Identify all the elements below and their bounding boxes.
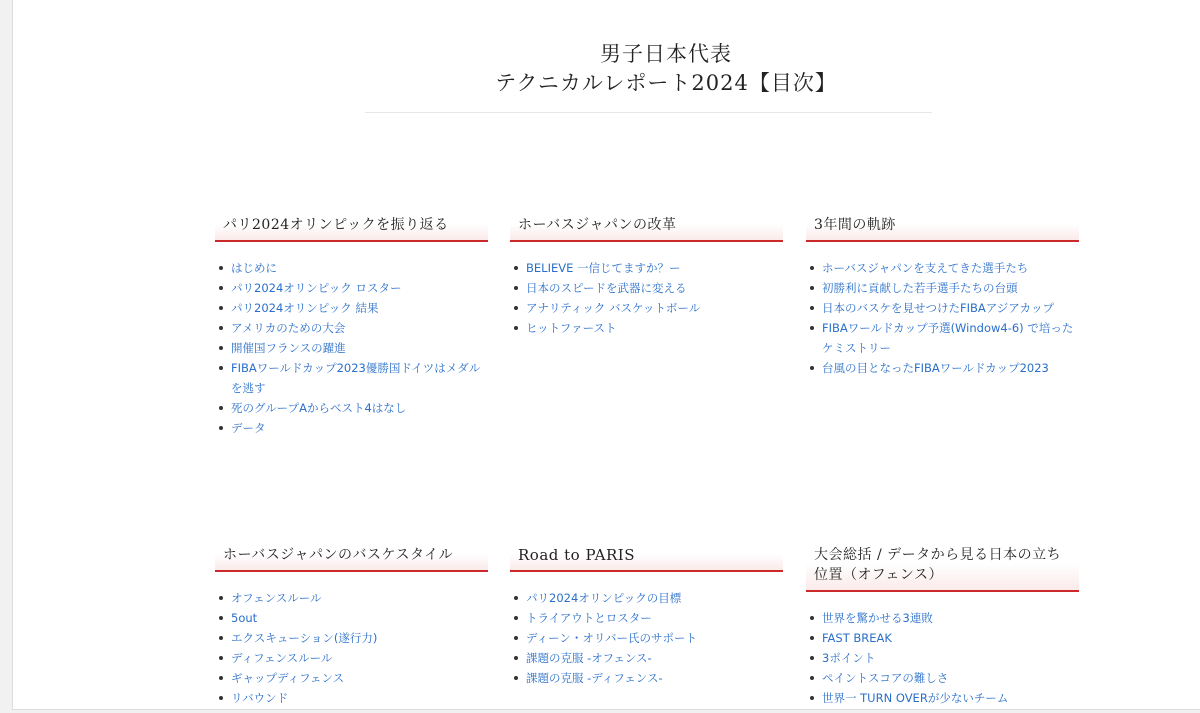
toc-link[interactable]: エクスキューション(遂行力) bbox=[231, 631, 378, 645]
section-heading: ホーバスジャパンのバスケスタイル bbox=[215, 541, 488, 572]
toc-link[interactable]: 日本のスピードを武器に変える bbox=[526, 281, 687, 295]
bullet-icon bbox=[810, 696, 814, 700]
bullet-icon bbox=[219, 266, 223, 270]
toc-link[interactable]: FIBAワールドカップ2023優勝国ドイツはメダルを逃す bbox=[231, 361, 481, 395]
bullet-icon bbox=[514, 266, 518, 270]
list-item[interactable] bbox=[806, 318, 1079, 358]
bullet-icon bbox=[514, 596, 518, 600]
bullet-icon bbox=[514, 656, 518, 660]
section-tournament-summary bbox=[806, 541, 1079, 708]
list-item[interactable] bbox=[215, 258, 488, 278]
section-link-list bbox=[215, 588, 488, 708]
bullet-icon bbox=[810, 326, 814, 330]
bullet-icon bbox=[514, 286, 518, 290]
list-item[interactable] bbox=[215, 668, 488, 688]
toc-link[interactable]: 3ポイント bbox=[822, 651, 876, 665]
toc-link[interactable]: 開催国フランスの躍進 bbox=[231, 341, 346, 355]
list-item[interactable] bbox=[215, 648, 488, 668]
toc-link[interactable]: 台風の目となったFIBAワールドカップ2023 bbox=[822, 361, 1049, 375]
bullet-icon bbox=[514, 616, 518, 620]
page-title-line2: テクニカルレポート2024【目次】 bbox=[495, 71, 837, 95]
toc-link[interactable]: 世界を驚かせる3連敗 bbox=[822, 611, 933, 625]
toc-link[interactable]: 5out bbox=[231, 611, 258, 625]
list-item[interactable] bbox=[215, 318, 488, 338]
toc-link[interactable]: ディーン・オリバー氏のサポート bbox=[526, 631, 698, 645]
section-heading: Road to PARIS bbox=[510, 541, 783, 572]
list-item[interactable] bbox=[806, 688, 1079, 708]
section-heading: 3年間の軌跡 bbox=[806, 211, 1079, 242]
list-item[interactable] bbox=[510, 648, 783, 668]
list-item[interactable] bbox=[510, 278, 783, 298]
toc-link[interactable]: データ bbox=[231, 421, 266, 435]
list-item[interactable] bbox=[806, 358, 1079, 378]
list-item[interactable] bbox=[510, 628, 783, 648]
bullet-icon bbox=[219, 286, 223, 290]
bullet-icon bbox=[810, 266, 814, 270]
toc-link[interactable]: 世界一 TURN OVERが少ないチーム bbox=[822, 691, 1009, 705]
bullet-icon bbox=[514, 326, 518, 330]
list-item[interactable] bbox=[510, 668, 783, 688]
bullet-icon bbox=[219, 596, 223, 600]
page-title bbox=[13, 40, 1200, 98]
list-item[interactable] bbox=[215, 688, 488, 708]
toc-link[interactable]: アメリカのための大会 bbox=[231, 321, 346, 335]
list-item[interactable] bbox=[510, 298, 783, 318]
toc-link[interactable]: ギャップディフェンス bbox=[231, 671, 345, 685]
list-item[interactable] bbox=[806, 628, 1079, 648]
page-title-line1: 男子日本代表 bbox=[600, 42, 732, 66]
bullet-icon bbox=[219, 306, 223, 310]
bullet-icon bbox=[219, 406, 223, 410]
bullet-icon bbox=[219, 616, 223, 620]
bullet-icon bbox=[219, 636, 223, 640]
bullet-icon bbox=[810, 636, 814, 640]
bullet-icon bbox=[219, 656, 223, 660]
list-item[interactable] bbox=[806, 648, 1079, 668]
list-item[interactable] bbox=[215, 338, 488, 358]
list-item[interactable] bbox=[806, 298, 1079, 318]
bullet-icon bbox=[810, 656, 814, 660]
section-basket-style bbox=[215, 541, 488, 708]
bullet-icon bbox=[514, 676, 518, 680]
section-link-list bbox=[510, 588, 783, 688]
toc-link[interactable]: ホーバスジャパンを支えてきた選手たち bbox=[822, 261, 1029, 275]
list-item[interactable] bbox=[215, 628, 488, 648]
toc-link[interactable]: リバウンド bbox=[231, 691, 289, 705]
toc-link[interactable]: アナリティック バスケットボール bbox=[526, 301, 701, 315]
toc-link[interactable]: パリ2024オリンピック 結果 bbox=[231, 301, 379, 315]
list-item[interactable] bbox=[510, 258, 783, 278]
bullet-icon bbox=[810, 306, 814, 310]
bullet-icon bbox=[810, 366, 814, 370]
section-hovasse-reform bbox=[510, 211, 783, 338]
bullet-icon bbox=[810, 676, 814, 680]
list-item[interactable] bbox=[215, 278, 488, 298]
list-item[interactable] bbox=[215, 588, 488, 608]
list-item[interactable] bbox=[510, 318, 783, 338]
section-link-list bbox=[510, 258, 783, 338]
section-heading: パリ2024オリンピックを振り返る bbox=[215, 211, 488, 242]
bullet-icon bbox=[219, 426, 223, 430]
toc-link[interactable]: 課題の克服 -ディフェンス- bbox=[526, 671, 663, 685]
bullet-icon bbox=[810, 616, 814, 620]
section-heading: 大会総括 / データから見る日本の立ち位置（オフェンス） bbox=[806, 541, 1079, 592]
toc-link[interactable]: BELIEVE 一信じてますか？ー bbox=[526, 261, 681, 275]
list-item[interactable] bbox=[215, 398, 488, 418]
toc-link[interactable]: パリ2024オリンピックの目標 bbox=[526, 591, 682, 605]
list-item[interactable] bbox=[806, 668, 1079, 688]
bullet-icon bbox=[810, 286, 814, 290]
toc-link[interactable]: FIBAワールドカップ予選(Window4-6) で培ったケミストリー bbox=[822, 321, 1074, 355]
title-divider bbox=[365, 112, 932, 113]
list-item[interactable] bbox=[510, 588, 783, 608]
toc-link[interactable]: 初勝利に貢献した若手選手たちの台頭 bbox=[822, 281, 1018, 295]
list-item[interactable] bbox=[215, 608, 488, 628]
list-item[interactable] bbox=[215, 358, 488, 398]
toc-link[interactable]: 課題の克服 -オフェンス- bbox=[526, 651, 652, 665]
toc-link[interactable]: ペイントスコアの難しさ bbox=[822, 671, 949, 685]
toc-link[interactable]: はじめに bbox=[231, 261, 277, 275]
list-item[interactable] bbox=[806, 608, 1079, 628]
toc-link[interactable]: オフェンスルール bbox=[231, 591, 322, 605]
section-link-list bbox=[215, 258, 488, 438]
toc-link[interactable]: ディフェンスルール bbox=[231, 651, 333, 665]
bullet-icon bbox=[219, 696, 223, 700]
bullet-icon bbox=[219, 676, 223, 680]
section-paris-review bbox=[215, 211, 488, 438]
bullet-icon bbox=[219, 346, 223, 350]
list-item[interactable] bbox=[215, 298, 488, 318]
toc-link[interactable]: FAST BREAK bbox=[822, 631, 892, 645]
bullet-icon bbox=[514, 306, 518, 310]
bullet-icon bbox=[219, 366, 223, 370]
section-heading: ホーバスジャパンの改革 bbox=[510, 211, 783, 242]
section-road-to-paris bbox=[510, 541, 783, 688]
section-link-list bbox=[806, 258, 1079, 378]
section-link-list bbox=[806, 608, 1079, 708]
toc-link[interactable]: トライアウトとロスター bbox=[526, 611, 652, 625]
toc-link[interactable]: ヒットファースト bbox=[526, 321, 617, 335]
list-item[interactable] bbox=[215, 418, 488, 438]
list-item[interactable] bbox=[806, 258, 1079, 278]
toc-link[interactable]: 死のグループAからベスト4はなし bbox=[231, 401, 407, 415]
bullet-icon bbox=[514, 636, 518, 640]
list-item[interactable] bbox=[510, 608, 783, 628]
bullet-icon bbox=[219, 326, 223, 330]
toc-link[interactable]: パリ2024オリンピック ロスター bbox=[231, 281, 402, 295]
section-three-years bbox=[806, 211, 1079, 378]
toc-link[interactable]: 日本のバスケを見せつけたFIBAアジアカップ bbox=[822, 301, 1055, 315]
report-page bbox=[12, 0, 1200, 710]
list-item[interactable] bbox=[806, 278, 1079, 298]
